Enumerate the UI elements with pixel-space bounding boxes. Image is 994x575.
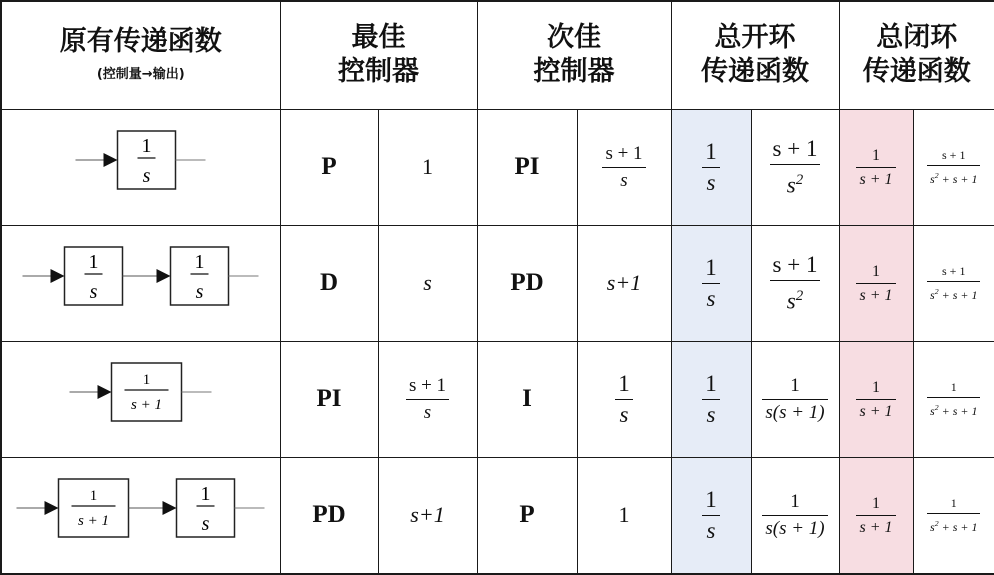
- best-controller-tf-cell: [378, 457, 477, 574]
- fraction-denominator: s(s + 1): [765, 401, 825, 423]
- fraction-numerator: 1: [927, 496, 980, 514]
- fraction: [927, 148, 980, 187]
- open-loop-second-cell: [751, 457, 839, 574]
- fraction-numerator: 1: [702, 139, 720, 168]
- fraction-numerator: 1: [762, 375, 827, 400]
- fraction: [762, 375, 827, 424]
- second-controller-name: PI: [477, 109, 577, 225]
- arrow-head-icon: [157, 269, 171, 283]
- arrow-head-icon: [104, 153, 118, 167]
- best-controller-name: PI: [280, 341, 378, 457]
- closed-loop-best-cell: [839, 225, 913, 341]
- header-second-text: 次佳 控制器: [533, 22, 615, 88]
- second-controller-name: P: [477, 457, 577, 574]
- arrow-head-icon: [98, 385, 112, 399]
- fraction-numerator: 1: [856, 494, 895, 516]
- fraction-denominator: s + 1: [859, 518, 893, 536]
- block-diagram: [2, 342, 279, 452]
- fraction-denominator: s: [706, 517, 716, 543]
- fraction: [406, 375, 449, 424]
- exponent: 2: [934, 402, 939, 412]
- fraction-denominator: s: [620, 169, 628, 191]
- fraction-numerator: 1: [702, 487, 720, 516]
- header-row: [1, 1, 994, 109]
- fraction: [762, 491, 827, 540]
- fraction-numerator: s + 1: [406, 375, 449, 400]
- second-controller-tf: 1: [618, 502, 630, 527]
- closed-loop-second-cell: [913, 109, 994, 225]
- fraction-numerator: 1: [762, 491, 827, 516]
- block-diagram: [2, 458, 279, 568]
- fraction-denominator: s: [930, 403, 935, 418]
- exponent: 2: [934, 518, 939, 528]
- fraction-numerator: 1: [856, 146, 895, 168]
- denominator-rest: + s + 1: [938, 403, 978, 418]
- block-numerator: 1: [141, 134, 152, 157]
- fraction-denominator: s + 1: [859, 286, 893, 304]
- fraction-denominator: s: [423, 401, 432, 423]
- fraction-denominator: s: [706, 401, 716, 427]
- arrow-head-icon: [51, 269, 65, 283]
- second-controller-tf-cell: [577, 109, 671, 225]
- exponent: 2: [795, 287, 804, 304]
- open-loop-best-cell: [671, 109, 751, 225]
- fraction-numerator: s + 1: [770, 252, 821, 281]
- denominator-rest: + s + 1: [938, 171, 978, 186]
- best-controller-tf-cell: [378, 109, 477, 225]
- exponent: 2: [934, 286, 939, 296]
- plant-diagram-cell: [1, 225, 280, 341]
- header-original-text: 原有传递函数: [59, 26, 222, 58]
- header-open-loop: [671, 1, 839, 109]
- fraction-denominator: s: [930, 287, 935, 302]
- open-loop-second-cell: [751, 225, 839, 341]
- fraction: [856, 262, 895, 305]
- fraction: [702, 139, 720, 196]
- plant-diagram-cell: [1, 109, 280, 225]
- closed-loop-second-cell: [913, 457, 994, 574]
- fraction-denominator: s: [786, 172, 796, 198]
- best-controller-tf: 1: [422, 154, 433, 179]
- fraction-denominator: s: [619, 401, 629, 427]
- closed-loop-best-cell: [839, 341, 913, 457]
- fraction: [615, 371, 633, 428]
- second-controller-tf: s+1: [606, 270, 642, 295]
- header-open-loop-text: 总开环 传递函数: [701, 22, 809, 88]
- open-loop-second-cell: [751, 109, 839, 225]
- fraction-numerator: s + 1: [927, 148, 980, 166]
- block-numerator: 1: [143, 371, 151, 388]
- fraction-numerator: 1: [927, 380, 980, 398]
- fraction: [856, 146, 895, 189]
- fraction: [770, 136, 821, 199]
- header-best-text: 最佳 控制器: [338, 22, 419, 88]
- open-loop-best-cell: [671, 341, 751, 457]
- table-row: [1, 109, 994, 225]
- header-best-controller: [280, 1, 477, 109]
- block-denominator: s: [201, 512, 210, 535]
- fraction-numerator: s + 1: [927, 264, 980, 282]
- closed-loop-best-cell: [839, 457, 913, 574]
- block-denominator: s + 1: [78, 512, 110, 529]
- closed-loop-second-cell: [913, 225, 994, 341]
- exponent: 2: [795, 171, 804, 188]
- best-controller-tf: s+1: [410, 502, 445, 527]
- fraction-denominator: s: [930, 519, 935, 534]
- fraction-numerator: s + 1: [602, 143, 645, 168]
- fraction: [770, 252, 821, 315]
- fraction: [702, 371, 720, 428]
- fraction: [856, 494, 895, 537]
- second-controller-name: PD: [477, 225, 577, 341]
- fraction-numerator: 1: [856, 262, 895, 284]
- best-controller-name: D: [280, 225, 378, 341]
- denominator-rest: + s + 1: [938, 519, 978, 534]
- open-loop-best-cell: [671, 225, 751, 341]
- open-loop-best-cell: [671, 457, 751, 574]
- table-row: [1, 457, 994, 574]
- fraction-denominator: s(s + 1): [765, 517, 825, 539]
- fraction-denominator: s: [786, 288, 796, 314]
- block-diagram: [2, 226, 279, 336]
- block-denominator: s + 1: [131, 396, 163, 413]
- arrow-head-icon: [45, 501, 59, 515]
- plant-diagram-cell: [1, 457, 280, 574]
- block-denominator: s: [89, 280, 98, 303]
- arrow-head-icon: [163, 501, 177, 515]
- block-diagram: [2, 110, 279, 220]
- fraction: [856, 378, 895, 421]
- plant-diagram-cell: [1, 341, 280, 457]
- header-closed-loop-text: 总闭环 传递函数: [862, 22, 971, 88]
- second-controller-tf-cell: [577, 341, 671, 457]
- closed-loop-second-cell: [913, 341, 994, 457]
- fraction: [927, 264, 980, 303]
- open-loop-second-cell: [751, 341, 839, 457]
- denominator-rest: + s + 1: [938, 287, 978, 302]
- block-denominator: s: [195, 280, 204, 303]
- closed-loop-best-cell: [839, 109, 913, 225]
- best-controller-tf-cell: [378, 225, 477, 341]
- best-controller-name: P: [280, 109, 378, 225]
- block-numerator: 1: [194, 250, 205, 273]
- fraction-numerator: 1: [702, 255, 720, 284]
- exponent: 2: [934, 170, 939, 180]
- fraction-numerator: 1: [702, 371, 720, 400]
- block-denominator: s: [142, 164, 151, 187]
- fraction: [702, 487, 720, 544]
- fraction: [602, 143, 645, 192]
- best-controller-tf: s: [423, 270, 432, 295]
- fraction-numerator: s + 1: [770, 136, 821, 165]
- fraction-denominator: s + 1: [859, 170, 893, 188]
- block-numerator: 1: [88, 250, 99, 273]
- best-controller-name: PD: [280, 457, 378, 574]
- fraction: [927, 380, 980, 419]
- header-second-controller: [477, 1, 671, 109]
- second-controller-tf-cell: [577, 225, 671, 341]
- fraction-denominator: s: [706, 169, 716, 195]
- header-closed-loop: [839, 1, 994, 109]
- fraction-denominator: s + 1: [859, 402, 893, 420]
- block-numerator: 1: [200, 482, 211, 505]
- fraction-numerator: 1: [856, 378, 895, 400]
- block-numerator: 1: [90, 487, 98, 504]
- second-controller-tf-cell: [577, 457, 671, 574]
- fraction-denominator: s: [706, 285, 716, 311]
- fraction: [702, 255, 720, 312]
- second-controller-name: I: [477, 341, 577, 457]
- table-row: [1, 341, 994, 457]
- header-original-tf: [1, 1, 280, 109]
- fraction-denominator: s: [930, 171, 935, 186]
- header-original-subtitle: (控制量→输出): [96, 67, 185, 83]
- fraction: [927, 496, 980, 535]
- best-controller-tf-cell: [378, 341, 477, 457]
- table-row: [1, 225, 994, 341]
- fraction-numerator: 1: [615, 371, 633, 400]
